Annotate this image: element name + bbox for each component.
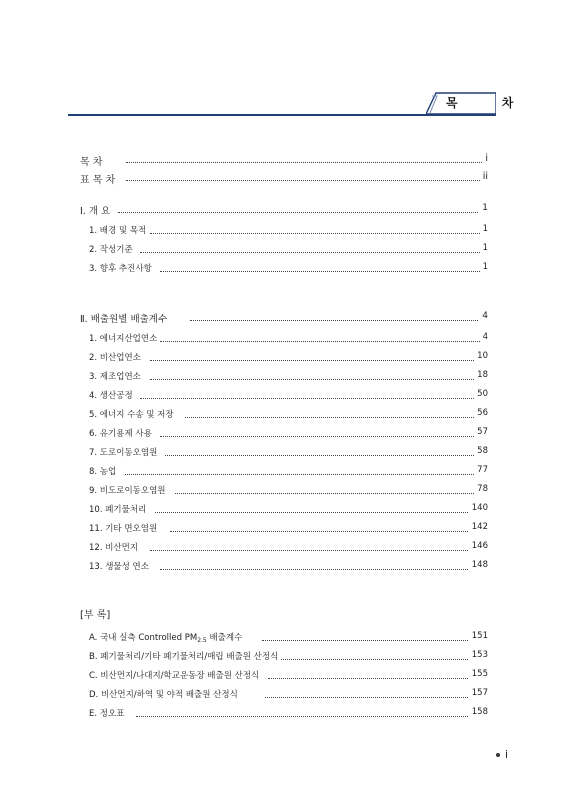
toc-label: 7. 도로이동오염원 bbox=[89, 446, 160, 458]
toc-row[interactable] bbox=[0, 408, 566, 422]
dot-leader bbox=[140, 252, 486, 253]
toc-page: 1 bbox=[479, 203, 488, 213]
toc-page: 4 bbox=[480, 332, 488, 342]
toc-label: B. 폐기물처리/기타 폐기물처리/매립 배출원 산정식 bbox=[89, 650, 281, 662]
toc-label: 목 차 bbox=[80, 153, 106, 168]
dot-leader bbox=[190, 320, 486, 321]
dot-leader bbox=[140, 398, 486, 399]
toc-label: 2. 작성기준 bbox=[89, 243, 136, 255]
toc-row[interactable] bbox=[0, 370, 566, 384]
toc-label: 10. 폐기물처리 bbox=[89, 503, 149, 515]
appendix-a-prefix: A. 국내 실측 Controlled PM bbox=[89, 633, 198, 643]
dot-leader bbox=[126, 162, 486, 163]
dot-leader bbox=[118, 212, 486, 213]
toc-label: Ⅱ. 배출원별 배출계수 bbox=[80, 311, 170, 325]
toc-page: 56 bbox=[474, 408, 488, 418]
toc-row[interactable] bbox=[0, 541, 566, 555]
toc-row-chapter-2[interactable] bbox=[0, 311, 566, 325]
toc-page: 18 bbox=[474, 370, 488, 380]
toc-page: 77 bbox=[474, 465, 488, 475]
dot-leader bbox=[150, 360, 486, 361]
toc-row[interactable] bbox=[0, 707, 566, 721]
toc-row[interactable] bbox=[0, 560, 566, 574]
toc-page: 10 bbox=[474, 351, 488, 361]
appendix-a-suffix: 배출계수 bbox=[206, 633, 243, 643]
toc-row-contents[interactable] bbox=[0, 153, 566, 167]
dot-leader bbox=[278, 659, 486, 660]
toc-row[interactable] bbox=[0, 465, 566, 479]
toc-label: 12. 비산먼지 bbox=[89, 541, 141, 553]
toc-row[interactable] bbox=[0, 351, 566, 365]
toc-page: 146 bbox=[469, 541, 488, 551]
toc-page: ii bbox=[480, 171, 488, 182]
dot-leader bbox=[175, 493, 486, 494]
dot-leader bbox=[150, 233, 486, 234]
toc-label: 2. 비산업연소 bbox=[89, 351, 144, 363]
dot-leader bbox=[160, 341, 486, 342]
toc-page: 78 bbox=[474, 484, 488, 494]
toc-label: E. 정오표 bbox=[89, 707, 127, 719]
toc-page: 4 bbox=[479, 311, 488, 321]
toc-row[interactable] bbox=[0, 688, 566, 702]
toc-page: 153 bbox=[469, 650, 488, 660]
toc-label: 3. 향후 추진사항 bbox=[89, 262, 155, 274]
toc-row-chapter-1[interactable] bbox=[0, 203, 566, 217]
dot-leader bbox=[265, 697, 486, 698]
page-title: 목 차 bbox=[446, 96, 534, 110]
dot-leader bbox=[160, 271, 486, 272]
toc-row[interactable] bbox=[0, 650, 566, 664]
dot-leader bbox=[160, 569, 486, 570]
appendix-heading: [부 록] bbox=[80, 610, 111, 621]
toc-label: 표 목 차 bbox=[80, 171, 118, 186]
header-rule bbox=[68, 114, 496, 116]
page-number bbox=[496, 748, 508, 761]
toc-page: 151 bbox=[469, 631, 488, 641]
dot-leader bbox=[136, 716, 486, 717]
dot-leader bbox=[268, 678, 486, 679]
dot-leader bbox=[126, 180, 486, 181]
toc-label bbox=[89, 631, 245, 643]
toc-label: 4. 생산공정 bbox=[89, 389, 136, 401]
toc-label: 8. 농업 bbox=[89, 465, 119, 477]
dot-leader bbox=[160, 436, 486, 437]
dot-leader bbox=[155, 512, 486, 513]
toc-label: 5. 에너지 수송 및 저장 bbox=[89, 408, 177, 420]
toc-label: 6. 유기용제 사용 bbox=[89, 427, 155, 439]
dot-leader bbox=[185, 417, 486, 418]
toc-row-list-of-tables[interactable] bbox=[0, 171, 566, 185]
toc-page: 50 bbox=[474, 389, 488, 399]
toc-page: 157 bbox=[469, 688, 488, 698]
bullet-icon bbox=[496, 753, 500, 757]
toc-label: 9. 비도로이동오염원 bbox=[89, 484, 169, 496]
toc-row[interactable] bbox=[0, 427, 566, 441]
toc-page: 148 bbox=[469, 560, 488, 570]
toc-label: 1. 배경 및 목적 bbox=[89, 224, 149, 236]
toc-page: 158 bbox=[469, 707, 488, 717]
toc-label: 11. 기타 면오염원 bbox=[89, 522, 160, 534]
toc-label: D. 비산먼지/하역 및 야적 배출원 산정식 bbox=[89, 688, 241, 700]
toc-row[interactable] bbox=[0, 389, 566, 403]
dot-leader bbox=[150, 379, 486, 380]
toc-page: 1 bbox=[480, 243, 488, 253]
toc-page: 155 bbox=[469, 669, 488, 679]
toc-row[interactable] bbox=[0, 669, 566, 683]
toc-page: 57 bbox=[474, 427, 488, 437]
page-number-text: i bbox=[505, 748, 509, 761]
dot-leader bbox=[262, 640, 486, 641]
toc-label: 3. 제조업연소 bbox=[89, 370, 144, 382]
toc-label: C. 비산먼지/나대지/학교운동장 배출원 산정식 bbox=[89, 669, 262, 681]
toc-row[interactable] bbox=[0, 446, 566, 460]
toc-row[interactable] bbox=[0, 503, 566, 517]
toc-row[interactable] bbox=[0, 332, 566, 346]
toc-row[interactable] bbox=[0, 243, 566, 257]
toc-row[interactable] bbox=[0, 522, 566, 536]
toc-page: 142 bbox=[469, 522, 488, 532]
appendix-a-subscript: 2.5 bbox=[197, 637, 207, 644]
toc-page: 1 bbox=[480, 224, 488, 234]
dot-leader bbox=[125, 474, 486, 475]
dot-leader bbox=[165, 455, 486, 456]
toc-row-appendix-a[interactable] bbox=[0, 631, 566, 645]
dot-leader bbox=[170, 531, 486, 532]
toc-page: 58 bbox=[474, 446, 488, 456]
toc-row[interactable] bbox=[0, 484, 566, 498]
dot-leader bbox=[150, 550, 486, 551]
toc-row[interactable] bbox=[0, 224, 566, 238]
toc-page: 1 bbox=[480, 262, 488, 272]
toc-page: 140 bbox=[469, 503, 488, 513]
toc-page: i bbox=[482, 153, 488, 164]
toc-label: 13. 생물성 연소 bbox=[89, 560, 152, 572]
toc-label: Ⅰ. 개 요 bbox=[80, 203, 113, 217]
toc-row[interactable] bbox=[0, 262, 566, 276]
toc-label: 1. 에너지산업연소 bbox=[89, 332, 160, 344]
